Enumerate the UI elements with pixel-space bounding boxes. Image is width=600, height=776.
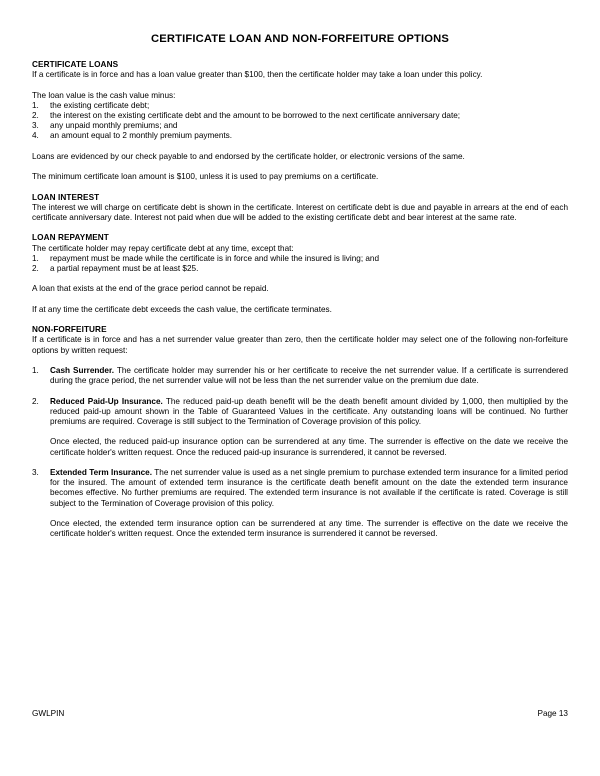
option-paragraph	[50, 468, 568, 509]
option-secondary-paragraph: Once elected, the reduced paid-up insurance option can be surrendered at any time. The surrender is effective on the date we receive the certificate holder's written request. Once the reduced paid-up insurance is surrendered, it cannot be reversed.	[50, 437, 568, 457]
non-forfeiture-intro: If a certificate is in force and has a net surrender value greater than zero, then the certificate holder may select one of the following non-forfeiture options by written request:	[32, 335, 568, 355]
spacer	[32, 356, 568, 366]
termination-paragraph: If at any time the certificate debt exceeds the cash value, the certificate terminates.	[32, 304, 332, 314]
section-heading-non-forfeiture: NON-FORFEITURE	[32, 325, 107, 335]
list-item	[32, 101, 568, 111]
option-paragraph	[50, 366, 568, 386]
loan-value-list	[32, 101, 568, 142]
list-item	[32, 111, 568, 121]
list-item-number: 2.	[32, 263, 39, 273]
list-item-text: any unpaid monthly premiums; and	[50, 121, 178, 131]
loan-repayment-intro: The certificate holder may repay certificate debt at any time, except that:	[32, 243, 294, 253]
option-text: The certificate holder may surrender his or her certificate to receive the net surrender value. If a certificate is surrendered during the grace period, the net surrender value will not be less than the net surrender value on the premium due date.	[50, 365, 569, 386]
footer-form-number: GWLPIN	[32, 709, 65, 718]
spacer	[32, 295, 568, 305]
loan-repayment-list	[32, 254, 568, 274]
section-heading-loan-repayment: LOAN REPAYMENT	[32, 233, 109, 243]
grace-period-paragraph: A loan that exists at the end of the grace period cannot be repaid.	[32, 284, 269, 294]
page-title: CERTIFICATE LOAN AND NON-FORFEITURE OPTIONS	[151, 33, 449, 45]
list-item-text: repayment must be made while the certificate is in force and while the insured is living; and	[50, 253, 380, 263]
footer-page-number: Page 13	[537, 709, 568, 718]
option-lead-label: Extended Term Insurance.	[50, 467, 153, 477]
loan-interest-body: The interest we will charge on certificate debt is shown in the certificate. Interest on certificate debt is due and payable in arrears at the end of each certificate anniversary date. Interest not paid when due will be added to the existing certificate debt and bear interest at the same rate.	[32, 202, 568, 222]
list-item-number: 4.	[32, 131, 39, 141]
page-footer	[32, 709, 568, 719]
minimum-loan-paragraph: The minimum certificate loan amount is $100, unless it is used to pay premiums on a certificate.	[32, 172, 379, 182]
option-item-extended-term	[32, 468, 568, 539]
option-lead-label: Cash Surrender.	[50, 365, 114, 375]
spacer	[32, 315, 568, 325]
list-item-number: 3.	[32, 121, 39, 131]
option-secondary-paragraph: Once elected, the extended term insurance option can be surrendered at any time. The surrender is effective on the date we receive the certificate holder's written request. Once the extended term insurance is surrendered it cannot be reversed.	[50, 518, 568, 539]
spacer	[32, 182, 568, 192]
option-body	[50, 397, 568, 458]
option-body	[50, 468, 568, 539]
section-heading-certificate-loans: CERTIFICATE LOANS	[32, 60, 119, 69]
certificate-loans-intro: If a certificate is in force and has a loan value greater than $100, then the certificate holder may take a loan under this policy.	[32, 70, 483, 80]
spacer	[32, 142, 568, 152]
non-forfeiture-options-list	[32, 366, 568, 539]
spacer	[32, 162, 568, 172]
list-item-number: 2.	[32, 111, 39, 120]
list-item-text: a partial repayment must be at least $25.	[50, 263, 199, 273]
document-body	[32, 33, 568, 539]
list-item	[32, 254, 568, 264]
list-item-number: 1.	[32, 100, 39, 110]
spacer	[32, 80, 568, 90]
list-item	[32, 121, 568, 131]
option-item-reduced-paid-up	[32, 397, 568, 458]
list-item	[32, 264, 568, 274]
option-paragraph	[50, 397, 568, 428]
loans-evidence-paragraph: Loans are evidenced by our check payable to and endorsed by the certificate holder, or electronic versions of the same.	[32, 151, 465, 161]
spacer	[32, 274, 568, 284]
option-text: The reduced paid-up death benefit will be the death benefit amount divided by 1,000, then multiplied by the reduced paid-up amount shown in the Table of Guaranteed Values in the certificate. Any outstanding loans will be continued. No further premiums are required. Coverage is still subject to the Termination of Coverage provision of this policy.	[50, 396, 568, 426]
option-number: 2.	[32, 396, 39, 406]
option-item-cash-surrender	[32, 366, 568, 386]
option-text: The net surrender value is used as a net single premium to purchase extended term insurance for a limited period for the insured. The amount of extended term insurance is the certificate death benefit amount on the date the extended term insurance becomes effective. No further premiums are required. The extended term insurance is not available if the certificate is rated. Coverage is still subject to the Termination of Coverage provision of this policy.	[50, 467, 568, 508]
loan-value-lead: The loan value is the cash value minus:	[32, 90, 176, 100]
spacer	[32, 223, 568, 233]
option-number: 1.	[32, 365, 39, 375]
list-item	[32, 131, 568, 141]
list-item-text: the interest on the existing certificate debt and the amount to be borrowed to the next certificate anniversary date;	[50, 111, 461, 120]
option-number: 3.	[32, 467, 39, 477]
section-heading-loan-interest: LOAN INTEREST	[32, 192, 100, 202]
option-lead-label: Reduced Paid-Up Insurance.	[50, 396, 163, 406]
list-item-text: an amount equal to 2 monthly premium payments.	[50, 131, 233, 141]
list-item-number: 1.	[32, 253, 39, 263]
option-body	[50, 366, 568, 386]
list-item-text: the existing certificate debt;	[50, 100, 150, 110]
